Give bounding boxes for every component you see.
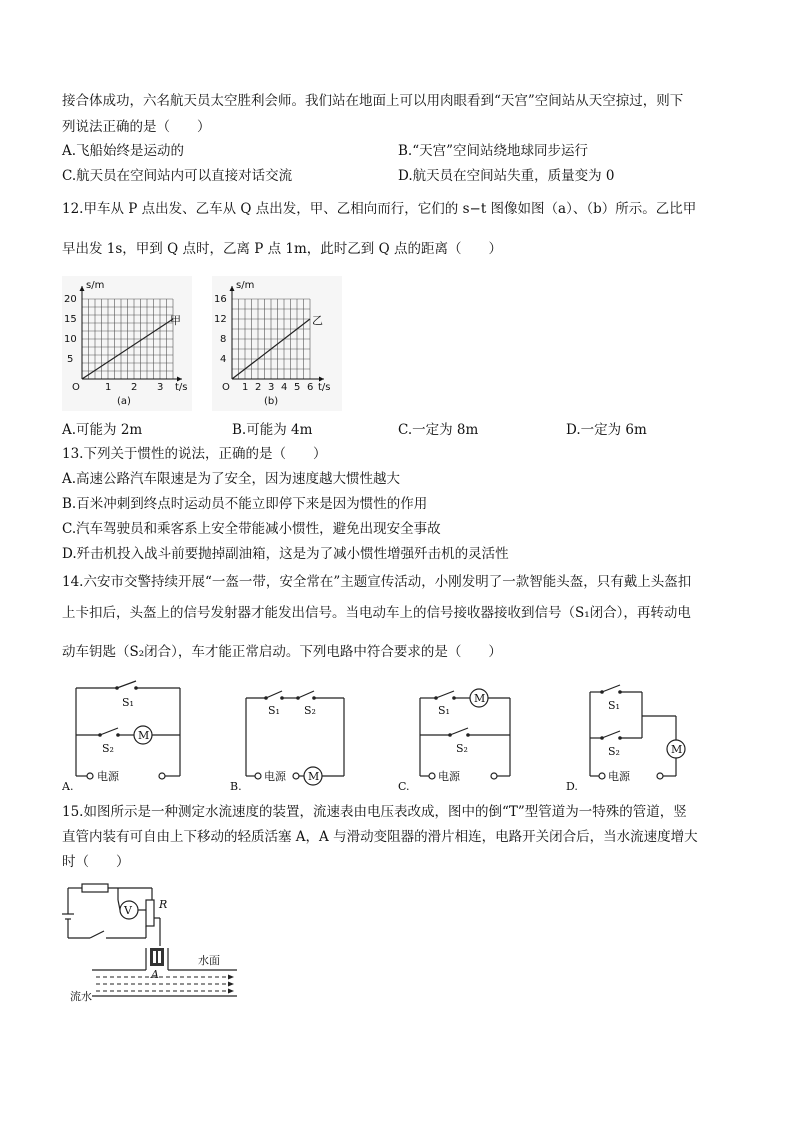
graph-a-ylabel: s/m [86, 280, 105, 291]
graph-a-ytick: 20 [64, 294, 77, 305]
circuit-a-motor: M [138, 729, 150, 742]
circuit-c-label: C. [398, 780, 410, 793]
circuit-d [566, 678, 696, 793]
graph-b-ytick: 12 [214, 314, 227, 325]
circuit-b-source: 电源 [264, 770, 286, 783]
graph-a-ytick: 15 [64, 314, 77, 325]
graph-b-xtick: 4 [281, 382, 288, 393]
circuit-d-s2: S₂ [608, 745, 620, 758]
q12-option-a: A.可能为 2m [62, 422, 143, 438]
circuit-d-s1: S₁ [608, 699, 620, 712]
water-flow-label: 流水 [70, 990, 92, 1003]
q11-option-b: B.“天宫”空间站绕地球同步运行 [398, 143, 589, 159]
q13-stem: 13.下列关于惯性的说法，正确的是（ ） [62, 446, 327, 462]
circuit-a-s1: S₁ [122, 696, 134, 709]
circuit-c-source: 电源 [438, 770, 460, 783]
circuit-a-label: A. [62, 780, 74, 793]
circuit-b-s2: S₂ [304, 704, 316, 717]
q14-stem-line1: 14.六安市交警持续开展“一盔一带，安全常在”主题宣传活动，小刚发明了一款智能头盔，只有戴上头盔扣 [62, 574, 692, 590]
circuit-d-source: 电源 [608, 770, 630, 783]
q14-stem-line2: 上卡扣后，头盔上的信号发射器才能发出信号。当电动车上的信号接收器接收到信号（S₁闭合），再转动电 [62, 605, 691, 621]
q12-option-b: B.可能为 4m [232, 422, 313, 438]
q12-option-d: D.一定为 6m [566, 422, 647, 438]
graph-b [212, 276, 342, 411]
graph-a-xtick: 1 [105, 382, 112, 393]
piston-label: A [151, 968, 159, 981]
q11-stem-line2: 列说法正确的是（ ） [62, 119, 211, 135]
graph-b-xtick: 6 [307, 382, 314, 393]
water-surface-label: 水面 [198, 954, 220, 967]
q15-stem-line1: 15.如图所示是一种测定水流速度的装置，流速表由电压表改成，图中的倒“T”型管道为一特殊的管道，竖 [62, 804, 687, 820]
graph-a [62, 276, 192, 411]
graph-b-ytick: 4 [220, 354, 227, 365]
graph-b-ytick: 16 [214, 294, 227, 305]
q13-option-b: B.百米冲刺到终点时运动员不能立即停下来是因为惯性的作用 [62, 496, 428, 512]
graph-a-origin: O [72, 382, 80, 393]
q13-option-c: C.汽车驾驶员和乘客系上安全带能减小惯性，避免出现安全事故 [62, 521, 441, 537]
circuit-c [398, 678, 528, 793]
graph-a-ytick: 10 [64, 334, 77, 345]
graph-a-series-label: 甲 [170, 314, 181, 327]
q12-option-c: C.一定为 8m [398, 422, 479, 438]
q11-option-c: C.航天员在空间站内可以直接对话交流 [62, 168, 293, 184]
graph-b-ylabel: s/m [236, 280, 255, 291]
circuit-d-label: D. [566, 780, 578, 793]
graph-b-origin: O [222, 382, 230, 393]
graph-b-xlabel: t/s [318, 382, 331, 393]
q15-stem-line2: 直管内装有可自由上下移动的轻质活塞 A，A 与滑动变阻器的滑片相连，电路开关闭合后，当水流速度增大 [62, 829, 698, 845]
graph-b-ytick: 8 [220, 334, 227, 345]
graph-b-xtick: 3 [268, 382, 275, 393]
circuit-c-s1: S₁ [438, 704, 450, 717]
voltmeter-label: V [124, 904, 132, 917]
circuit-d-motor: M [671, 743, 683, 756]
rheostat-label: R [159, 898, 168, 911]
graph-a-xlabel: t/s [175, 382, 188, 393]
flow-meter-figure [62, 878, 242, 1013]
circuit-c-s2: S₂ [456, 742, 468, 755]
graph-b-xtick: 2 [255, 382, 262, 393]
q11-option-d: D.航天员在空间站失重，质量变为 0 [398, 168, 615, 184]
q12-stem-line1: 12.甲车从 P 点出发、乙车从 Q 点出发，甲、乙相向而行，它们的 s−t 图像如图（a）、（b）所示。乙比甲 [62, 201, 697, 217]
circuit-b [230, 678, 360, 793]
q11-option-a: A.飞船始终是运动的 [62, 143, 185, 159]
circuit-b-motor: M [308, 770, 320, 783]
q13-option-d: D.歼击机投入战斗前要抛掉副油箱，这是为了减小惯性增强歼击机的灵活性 [62, 546, 509, 562]
circuit-a-s2: S₂ [102, 742, 114, 755]
q11-stem-line1: 接合体成功，六名航天员太空胜利会师。我们站在地面上可以用肉眼看到“天宫”空间站从天空掠过，则下 [62, 93, 684, 109]
q15-stem-line3: 时（ ） [62, 854, 130, 870]
circuit-b-s1: S₁ [268, 704, 280, 717]
graph-a-caption: (a) [117, 396, 131, 407]
circuit-a [62, 678, 192, 793]
q12-stem-line2: 早出发 1s，甲到 Q 点时，乙离 P 点 1m，此时乙到 Q 点的距离（ ） [62, 241, 502, 257]
q14-stem-line3: 动车钥匙（S₂闭合），车才能正常启动。下列电路中符合要求的是（ ） [62, 644, 502, 660]
circuit-a-source: 电源 [97, 770, 119, 783]
circuit-c-motor: M [474, 692, 486, 705]
graph-a-ytick: 5 [67, 354, 74, 365]
graph-b-xtick: 1 [242, 382, 249, 393]
graph-a-xtick: 3 [157, 382, 164, 393]
graph-b-xtick: 5 [294, 382, 301, 393]
graph-a-xtick: 2 [131, 382, 138, 393]
graph-b-series-label: 乙 [312, 314, 323, 327]
q13-option-a: A.高速公路汽车限速是为了安全，因为速度越大惯性越大 [62, 471, 401, 487]
graph-b-caption: (b) [264, 396, 279, 407]
circuit-b-label: B. [230, 780, 242, 793]
